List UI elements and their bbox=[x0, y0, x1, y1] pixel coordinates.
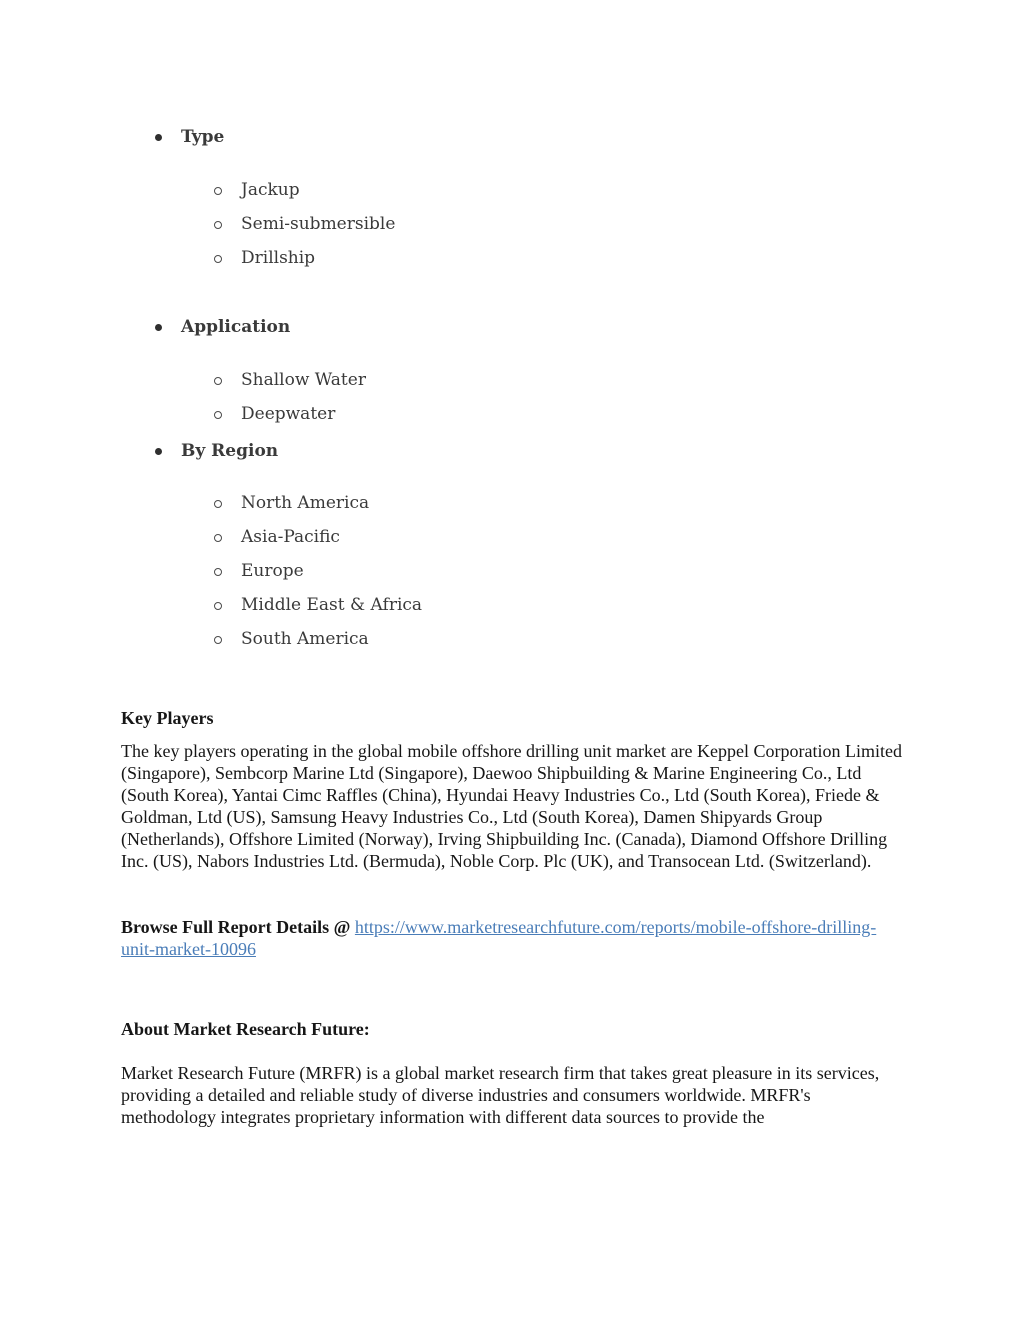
list-item bbox=[214, 595, 902, 616]
list-item bbox=[214, 214, 902, 235]
list-item bbox=[214, 629, 902, 650]
about-paragraph: Market Research Future (MRFR) is a global market research firm that takes great pleasure in its services, providing a detailed and reliable study of diverse industries and consumers worldwide. MRFR's methodology integrates proprietary information with different data sources to provide the bbox=[121, 1063, 880, 1127]
list-item-label: Deepwater bbox=[241, 404, 336, 424]
list-item-label: Middle East & Africa bbox=[241, 595, 423, 615]
list-item bbox=[214, 493, 902, 514]
about-heading: About Market Research Future: bbox=[121, 1019, 370, 1039]
list-item-label: Drillship bbox=[241, 248, 316, 268]
list-title-type bbox=[155, 124, 902, 150]
list-item bbox=[214, 527, 902, 548]
bullet-dot-icon bbox=[155, 134, 181, 141]
list-item-label: Semi-submersible bbox=[241, 214, 396, 234]
list-item bbox=[214, 561, 902, 582]
list-title-label: Type bbox=[181, 127, 225, 147]
bullet-circle-icon bbox=[214, 534, 241, 542]
list-item bbox=[214, 180, 902, 201]
list-item-label: Jackup bbox=[241, 180, 300, 200]
bullet-circle-icon bbox=[214, 411, 241, 419]
report-link[interactable]: https://www.marketresearchfuture.com/reports/mobile-offshore-drilling-unit-market-10096 bbox=[121, 917, 877, 959]
list-item-label: South America bbox=[241, 629, 369, 649]
browse-report-line bbox=[121, 916, 907, 960]
segmentation-list-application bbox=[121, 314, 902, 425]
bullet-circle-icon bbox=[214, 568, 241, 576]
bullet-dot-icon bbox=[155, 324, 181, 331]
list-item-label: Europe bbox=[241, 561, 304, 581]
list-item-label: Asia-Pacific bbox=[241, 527, 340, 547]
list-title-label: By Region bbox=[181, 441, 279, 461]
bullet-dot-icon bbox=[155, 448, 181, 455]
browse-report-label: Browse Full Report Details @ bbox=[121, 917, 355, 937]
segmentation-list-type bbox=[121, 124, 902, 269]
key-players-heading: Key Players bbox=[121, 708, 214, 728]
segmentation-list-region bbox=[121, 438, 902, 650]
bullet-circle-icon bbox=[214, 187, 241, 195]
list-title-label: Application bbox=[181, 317, 291, 337]
list-title-application bbox=[155, 314, 902, 340]
bullet-circle-icon bbox=[214, 602, 241, 610]
list-title-by-region bbox=[155, 438, 902, 464]
bullet-circle-icon bbox=[214, 636, 241, 644]
bullet-circle-icon bbox=[214, 377, 241, 385]
bullet-circle-icon bbox=[214, 500, 241, 508]
list-item bbox=[214, 370, 902, 391]
bullet-circle-icon bbox=[214, 221, 241, 229]
bullet-circle-icon bbox=[214, 255, 241, 263]
key-players-paragraph: The key players operating in the global mobile offshore drilling unit market are Keppel Corporation Limited (Singapore), Sembcorp Marine Ltd (Singapore), Daewoo Shipbuilding & Marine Engineering Co., Ltd (South Korea), Yantai Cimc Raffles (China), Hyundai Heavy Industries Co., Ltd (South Korea), Friede & Goldman, Ltd (US), Samsung Heavy Industries Co., Ltd (South Korea), Damen Shipyards Group (Netherlands), Offshore Limited (Norway), Irving Shipbuilding Inc. (Canada), Diamond Offshore Drilling Inc. (US), Nabors Industries Ltd. (Bermuda), Noble Corp. Plc (UK), and Transocean Ltd. (Switzerland). bbox=[121, 741, 902, 871]
list-item-label: Shallow Water bbox=[241, 370, 366, 390]
list-item-label: North America bbox=[241, 493, 370, 513]
list-item bbox=[214, 404, 902, 425]
list-item bbox=[214, 248, 902, 269]
